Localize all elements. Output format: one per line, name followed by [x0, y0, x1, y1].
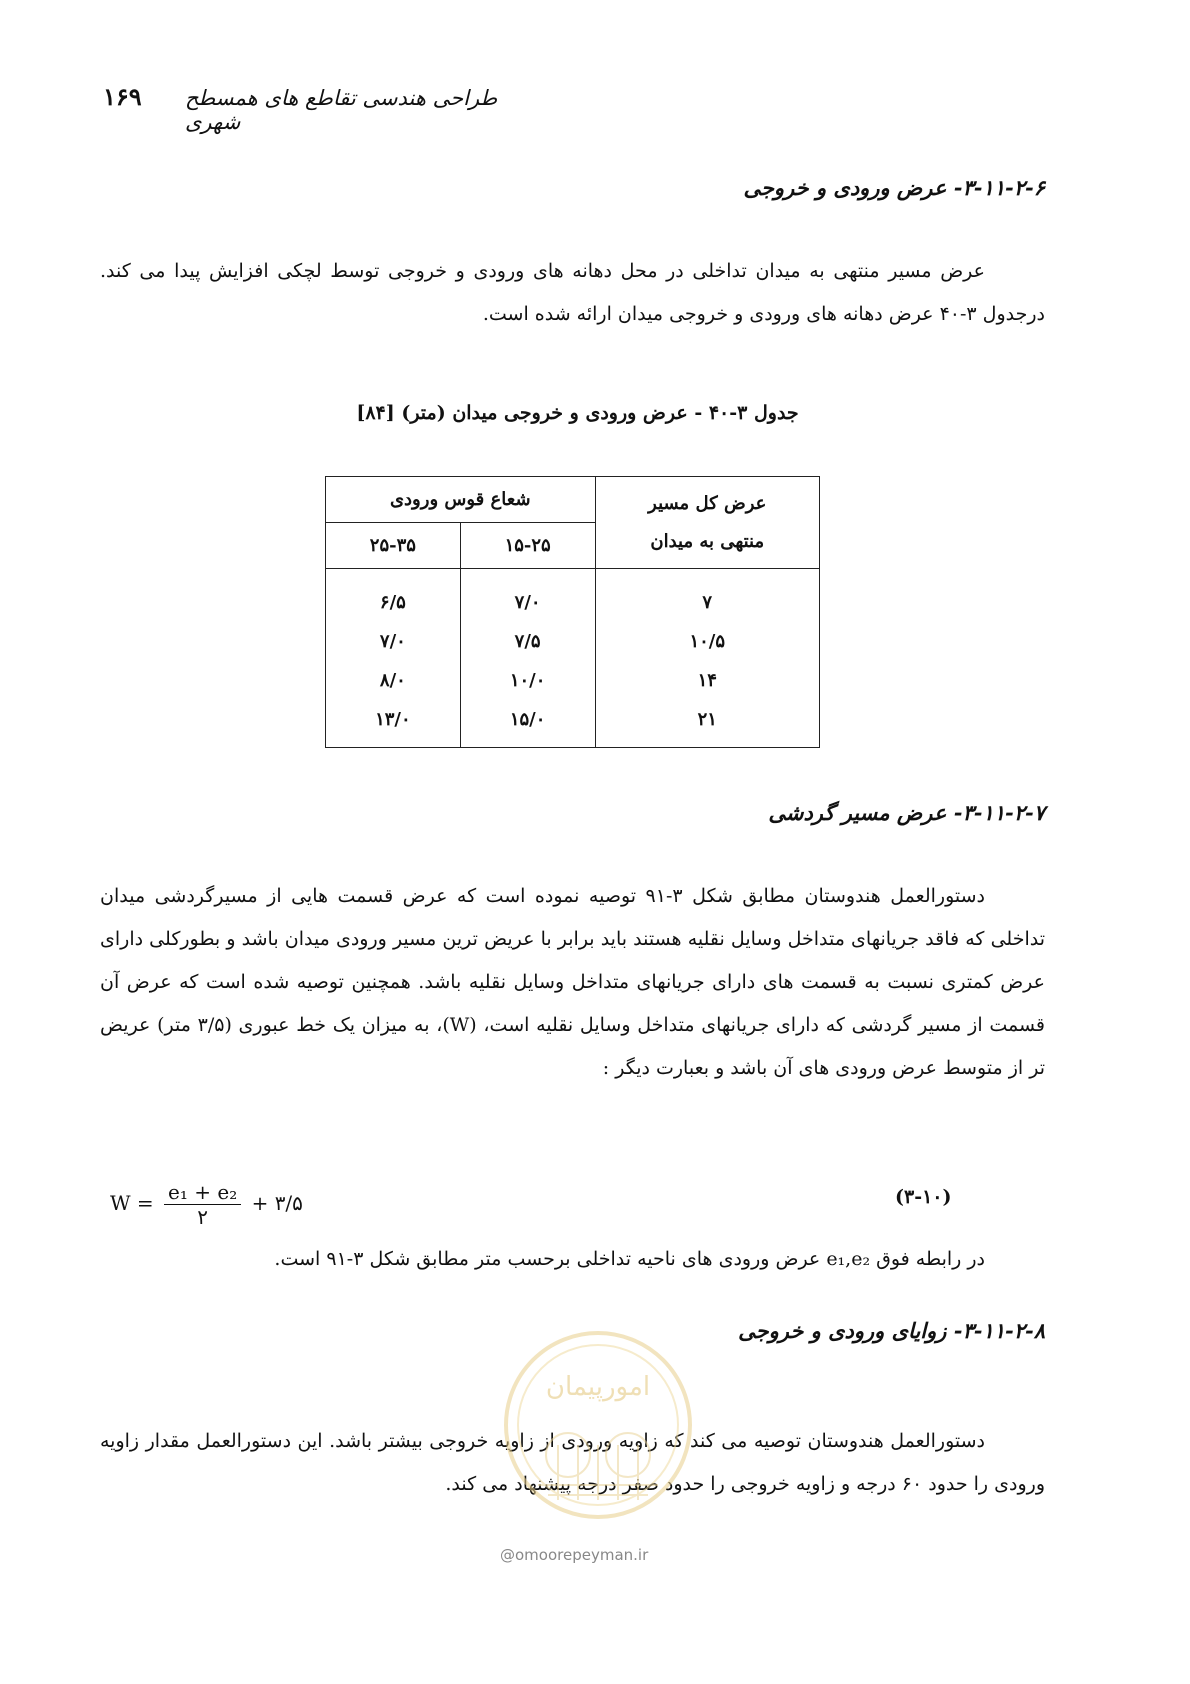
formula-fraction [164, 1180, 241, 1229]
page-header [0, 82, 1190, 134]
cell-r15-25: ۷/۰ [460, 569, 595, 623]
watermark-text: امورپیمان [545, 1372, 651, 1402]
formula-numerator: e₁ + e₂ [164, 1180, 241, 1205]
paragraph-text: دستورالعمل هندوستان توصیه می کند که زاویه ورودی از زاویه خروجی بیشتر باشد. این دستورالعمل مقدار زاویه ورودی را حدود ۶۰ درجه و زاویه خروجی را حدود صفر درجه پیشنهاد می کند. [100, 1430, 1045, 1495]
watermark-url: @omoorepeyman.ir [500, 1546, 649, 1564]
table-row [326, 661, 820, 700]
table-row [326, 569, 820, 623]
cell-width: ۷ [595, 569, 819, 623]
cell-r15-25: ۱۰/۰ [460, 661, 595, 700]
section-heading-circulating-width: ۳-۱۱-۲-۷- عرض مسیر گردشی [768, 800, 1045, 825]
cell-r25-35: ۱۳/۰ [326, 700, 461, 748]
subheader-25-35: ۲۵-۳۵ [326, 523, 461, 569]
formula-lhs: W = [110, 1191, 154, 1215]
cell-r25-35: ۷/۰ [326, 622, 461, 661]
page-number: ۱۶۹ [103, 82, 142, 111]
cell-width: ۲۱ [595, 700, 819, 748]
watermark-logo [498, 1325, 698, 1525]
table-row [326, 700, 820, 748]
table-caption: جدول ۳-۴۰ - عرض ورودی و خروجی میدان (متر) [۸۴] [356, 402, 799, 424]
header-total-width-line1: عرض کل مسیر [648, 492, 767, 514]
cell-r25-35: ۸/۰ [326, 661, 461, 700]
paragraph-text: در رابطه فوق e₁,e₂ عرض ورودی های ناحیه تداخلی برحسب متر مطابق شکل ۳-۹۱ است. [274, 1248, 985, 1270]
cell-width: ۱۰/۵ [595, 622, 819, 661]
paragraph-text: دستورالعمل هندوستان مطابق شکل ۳-۹۱ توصیه نموده است که عرض قسمت هایی از مسیرگردشی میدان تداخلی که فاقد جریانهای متداخل وسایل نقلیه هستند باید برابر با عریض ترین مسیر ورودی میدان باشد و بطورکلی دارای عرض کمتری نسبت به قسمت های دارای جریانهای متداخل وسایل نقلیه باشد. همچنین توصیه شده است که عرض آن قسمت از مسیر گردشی که دارای جریانهای متداخل وسایل نقلیه است، (W)، به میزان یک خط عبوری (۳/۵ متر) عریض تر از متوسط عرض ورودی های آن باشد و بعبارت دیگر : [100, 885, 1045, 1079]
equation-number: (۳-۱۰) [895, 1186, 952, 1208]
entry-exit-width-table [325, 476, 820, 748]
header-total-width [595, 477, 819, 569]
formula-explanation [100, 1238, 1045, 1281]
formula-tail: + ۳/۵ [251, 1191, 303, 1215]
section-paragraph-entry-exit-width [100, 250, 1045, 336]
header-total-width-line2: منتهی به میدان [650, 530, 765, 552]
cell-width: ۱۴ [595, 661, 819, 700]
formula-w [110, 1180, 303, 1229]
section-paragraph-circulating-width [100, 875, 1045, 1090]
running-title: طراحی هندسی تقاطع های همسطح شهری [185, 86, 498, 134]
formula-denominator: ۲ [197, 1205, 208, 1229]
cell-r15-25: ۱۵/۰ [460, 700, 595, 748]
section-heading-entry-exit-width: ۳-۱۱-۲-۶- عرض ورودی و خروجی [743, 175, 1045, 200]
subheader-15-25: ۱۵-۲۵ [460, 523, 595, 569]
paragraph-text: عرض مسیر منتهی به میدان تداخلی در محل دهانه های ورودی و خروجی توسط لچکی افزایش پیدا می کند. درجدول ۳-۴۰ عرض دهانه های ورودی و خروجی میدان ارائه شده است. [100, 260, 1045, 325]
header-entry-radius: شعاع قوس ورودی [326, 477, 596, 523]
table-row [326, 622, 820, 661]
section-heading-entry-exit-angles: ۳-۱۱-۲-۸- زوایای ورودی و خروجی [738, 1318, 1045, 1343]
cell-r25-35: ۶/۵ [326, 569, 461, 623]
cell-r15-25: ۷/۵ [460, 622, 595, 661]
